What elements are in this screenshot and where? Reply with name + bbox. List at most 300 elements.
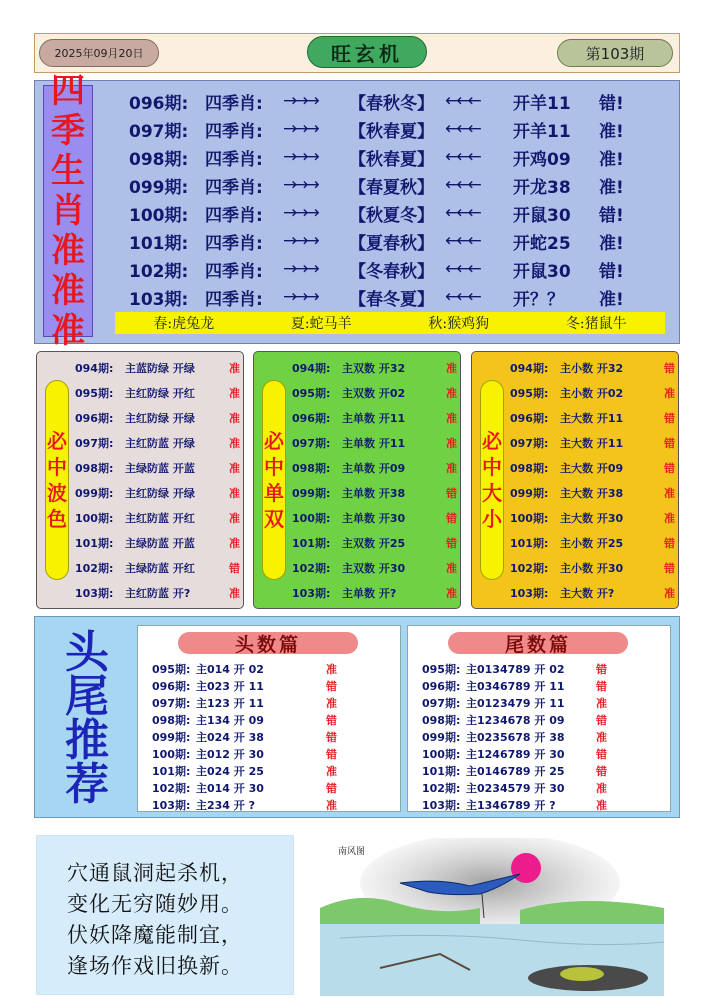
- number-row: [422, 728, 620, 745]
- issue-number: 096期:: [510, 412, 549, 425]
- poem-box: [36, 835, 294, 995]
- arrow-left-icon: ←←←: [445, 91, 479, 111]
- prediction-text: 主红防蓝 开绿: [125, 437, 195, 450]
- verdict-mark: 准: [229, 462, 240, 475]
- verdict-mark: 准: [664, 512, 675, 525]
- verdict-mark: 准: [446, 587, 457, 600]
- prediction-text: 主绿防蓝 开红: [125, 562, 195, 575]
- prediction-text: 主红防绿 开绿: [125, 412, 195, 425]
- scene-caption: 南风图: [338, 847, 366, 857]
- prediction-text: 主单数 开30: [342, 512, 406, 525]
- draw-result: 开鼠30: [513, 205, 571, 226]
- number-row: [152, 728, 350, 745]
- poem-line: 逢场作戏旧换新。: [67, 954, 243, 978]
- prediction-row: [75, 381, 249, 405]
- issue-number: 096期:: [75, 412, 114, 425]
- verdict-mark: 准: [326, 696, 337, 710]
- season-label-char: 肖: [51, 191, 85, 231]
- verdict-mark: 准: [664, 487, 675, 500]
- verdict-mark: 错: [664, 437, 675, 450]
- issue-number: 097期:: [292, 437, 331, 450]
- season-label-char: 准: [51, 311, 85, 351]
- prediction-text: 主双数 开32: [342, 362, 406, 375]
- season-row: [129, 283, 629, 311]
- issue-number: 101期:: [292, 537, 331, 550]
- draw-result: 开龙38: [513, 177, 571, 198]
- poem-line: 伏妖降魔能制宜，: [67, 923, 243, 947]
- arrow-left-icon: ←←←: [445, 175, 479, 195]
- verdict-mark: 错!: [599, 205, 624, 226]
- prediction-text: 主大数 开09: [560, 462, 624, 475]
- verdict-mark: 准: [326, 662, 337, 676]
- prediction-row: [292, 356, 466, 380]
- season-pick: 【秋夏冬】: [349, 205, 434, 226]
- arrow-right-icon: →→→: [283, 175, 317, 195]
- verdict-mark: 错: [446, 512, 457, 525]
- number-row: [152, 762, 350, 779]
- number-row: [422, 779, 620, 796]
- number-row: [422, 694, 620, 711]
- big-small-panel: [471, 351, 679, 609]
- label-char: 荐: [65, 759, 109, 810]
- label-char: 中: [47, 455, 67, 479]
- row-label: 四季肖:: [205, 121, 263, 142]
- arrow-left-icon: ←←←: [445, 259, 479, 279]
- prediction-text: 主024 开 25: [196, 764, 264, 778]
- season-pick: 【秋春夏】: [349, 121, 434, 142]
- odd-even-label: [262, 380, 286, 580]
- issue-number: 097期:: [152, 696, 191, 710]
- season-legend: [115, 312, 665, 334]
- issue-number: 102期:: [510, 562, 549, 575]
- arrow-right-icon: →→→: [283, 91, 317, 111]
- issue-number: 099期:: [75, 487, 114, 500]
- prediction-row: [292, 556, 466, 580]
- verdict-mark: 准: [596, 730, 607, 744]
- prediction-text: 主小数 开30: [560, 562, 624, 575]
- season-zodiac-section: [34, 71, 680, 351]
- issue-number: 097期:: [422, 696, 461, 710]
- verdict-mark: 准: [446, 462, 457, 475]
- prediction-row: [292, 581, 466, 605]
- label-char: 单: [264, 481, 284, 505]
- prediction-text: 主单数 开?: [342, 587, 397, 600]
- tail-number-box: [407, 625, 671, 812]
- number-row: [422, 745, 620, 762]
- sun-icon: [511, 853, 541, 883]
- verdict-mark: 准: [229, 587, 240, 600]
- draw-result: 开羊11: [513, 121, 571, 142]
- verdict-mark: 准: [446, 562, 457, 575]
- prediction-row: [292, 406, 466, 430]
- prediction-text: 主大数 开38: [560, 487, 624, 500]
- verdict-mark: 错: [664, 537, 675, 550]
- arrow-left-icon: ←←←: [445, 147, 479, 167]
- issue-number: 099期:: [152, 730, 191, 744]
- arrow-left-icon: ←←←: [445, 287, 479, 307]
- big-small-label: [480, 380, 504, 580]
- verdict-mark: 错: [326, 679, 337, 693]
- prediction-text: 主红防绿 开绿: [125, 487, 195, 500]
- issue-number: 103期:: [510, 587, 549, 600]
- issue-number: 098期:: [292, 462, 331, 475]
- arrow-left-icon: ←←←: [445, 119, 479, 139]
- number-row: [422, 660, 620, 677]
- row-label: 四季肖:: [205, 205, 263, 226]
- issue-number: 101期:: [129, 233, 189, 254]
- verdict-mark: 准!: [599, 121, 624, 142]
- verdict-mark: 准: [326, 798, 337, 812]
- issue-badge: 第103期: [557, 39, 673, 67]
- prediction-text: 主红防绿 开红: [125, 387, 195, 400]
- prediction-text: 主大数 开30: [560, 512, 624, 525]
- issue-number: 101期:: [75, 537, 114, 550]
- row-label: 四季肖:: [205, 93, 263, 114]
- prediction-row: [75, 506, 249, 530]
- prediction-row: [510, 531, 684, 555]
- prediction-row: [75, 431, 249, 455]
- prediction-row: [510, 431, 684, 455]
- verdict-mark: 错: [596, 662, 607, 676]
- legend-summer: 夏:蛇马羊: [290, 316, 352, 332]
- prediction-row: [292, 506, 466, 530]
- season-row: [129, 143, 629, 171]
- prediction-text: 主单数 开11: [342, 437, 406, 450]
- issue-number: 098期:: [510, 462, 549, 475]
- issue-number: 100期:: [129, 205, 189, 226]
- prediction-text: 主小数 开02: [560, 387, 624, 400]
- season-pick: 【秋春夏】: [349, 149, 434, 170]
- issue-number: 094期:: [75, 362, 114, 375]
- prediction-text: 主024 开 38: [196, 730, 264, 744]
- prediction-text: 主双数 开02: [342, 387, 406, 400]
- label-char: 中: [482, 455, 502, 479]
- prediction-text: 主单数 开38: [342, 487, 406, 500]
- prediction-text: 主1246789 开 30: [466, 747, 565, 761]
- arrow-left-icon: ←←←: [445, 203, 479, 223]
- prediction-text: 主双数 开30: [342, 562, 406, 575]
- issue-number: 099期:: [510, 487, 549, 500]
- label-char: 波: [47, 481, 67, 505]
- turtle-icon: [560, 967, 604, 981]
- prediction-text: 主0235678 开 38: [466, 730, 565, 744]
- season-pick: 【冬春秋】: [349, 261, 434, 282]
- verdict-mark: 准: [664, 387, 675, 400]
- prediction-text: 主023 开 11: [196, 679, 264, 693]
- verdict-mark: 准: [446, 387, 457, 400]
- poem-line: 变化无穷随妙用。: [67, 892, 243, 916]
- issue-number: 094期:: [510, 362, 549, 375]
- season-row: [129, 87, 629, 115]
- issue-number: 098期:: [129, 149, 189, 170]
- header-bar: [34, 33, 680, 73]
- prediction-row: [292, 381, 466, 405]
- issue-number: 100期:: [75, 512, 114, 525]
- prediction-row: [75, 481, 249, 505]
- prediction-text: 主1346789 开 ?: [466, 798, 556, 812]
- tail-number-title: 尾数篇: [448, 632, 628, 654]
- prediction-row: [510, 481, 684, 505]
- issue-number: 096期:: [152, 679, 191, 693]
- season-row: [129, 255, 629, 283]
- date-badge: 2025年09月20日: [39, 39, 159, 67]
- season-row: [129, 227, 629, 255]
- prediction-text: 主双数 开25: [342, 537, 406, 550]
- prediction-text: 主0134789 开 02: [466, 662, 565, 676]
- issue-number: 097期:: [129, 121, 189, 142]
- label-char: 中: [264, 455, 284, 479]
- verdict-mark: 错: [664, 462, 675, 475]
- page-title: 旺玄机: [307, 36, 427, 68]
- verdict-mark: 准: [229, 487, 240, 500]
- issue-number: 095期:: [292, 387, 331, 400]
- draw-result: 开？？: [513, 289, 564, 310]
- prediction-row: [292, 531, 466, 555]
- issue-number: 097期:: [75, 437, 114, 450]
- verdict-mark: 错: [596, 679, 607, 693]
- prediction-text: 主0123479 开 11: [466, 696, 565, 710]
- issue-number: 102期:: [152, 781, 191, 795]
- prediction-text: 主绿防蓝 开蓝: [125, 462, 195, 475]
- verdict-mark: 错: [326, 730, 337, 744]
- verdict-mark: 准: [446, 362, 457, 375]
- prediction-row: [75, 456, 249, 480]
- legend-autumn: 秋:猴鸡狗: [428, 316, 490, 332]
- verdict-mark: 准: [229, 437, 240, 450]
- legend-winter: 冬:猪鼠牛: [565, 316, 627, 332]
- issue-number: 098期:: [152, 713, 191, 727]
- verdict-mark: 错: [596, 747, 607, 761]
- issue-number: 102期:: [422, 781, 461, 795]
- prediction-text: 主123 开 11: [196, 696, 264, 710]
- season-row: [129, 171, 629, 199]
- verdict-mark: 准!: [599, 233, 624, 254]
- issue-number: 102期:: [129, 261, 189, 282]
- prediction-row: [510, 356, 684, 380]
- arrow-right-icon: →→→: [283, 287, 317, 307]
- verdict-mark: 准: [596, 696, 607, 710]
- draw-result: 开鼠30: [513, 261, 571, 282]
- issue-number: 098期:: [422, 713, 461, 727]
- number-row: [152, 677, 350, 694]
- verdict-mark: 准: [229, 412, 240, 425]
- draw-result: 开蛇25: [513, 233, 571, 254]
- verdict-mark: 准: [229, 362, 240, 375]
- number-row: [422, 711, 620, 728]
- season-section-label: [43, 71, 93, 351]
- issue-number: 103期:: [152, 798, 191, 812]
- season-pick: 【春秋冬】: [349, 93, 434, 114]
- issue-number: 099期:: [129, 177, 189, 198]
- issue-number: 099期:: [422, 730, 461, 744]
- issue-number: 102期:: [292, 562, 331, 575]
- issue-number: 095期:: [75, 387, 114, 400]
- verdict-mark: 错: [596, 764, 607, 778]
- prediction-row: [292, 481, 466, 505]
- prediction-row: [510, 581, 684, 605]
- arrow-right-icon: →→→: [283, 231, 317, 251]
- prediction-text: 主134 开 09: [196, 713, 264, 727]
- prediction-text: 主234 开 ?: [196, 798, 256, 812]
- verdict-mark: 错!: [599, 93, 624, 114]
- row-label: 四季肖:: [205, 177, 263, 198]
- label-char: 必: [264, 429, 284, 453]
- prediction-text: 主蓝防绿 开绿: [125, 362, 195, 375]
- verdict-mark: 错: [326, 781, 337, 795]
- verdict-mark: 错: [664, 562, 675, 575]
- prediction-text: 主012 开 30: [196, 747, 264, 761]
- verdict-mark: 准: [229, 512, 240, 525]
- issue-number: 102期:: [75, 562, 114, 575]
- prediction-row: [75, 531, 249, 555]
- wave-color-label: [45, 380, 69, 580]
- label-char: 推: [65, 715, 109, 766]
- verdict-mark: 准: [446, 437, 457, 450]
- prediction-row: [292, 431, 466, 455]
- issue-number: 096期:: [422, 679, 461, 693]
- issue-number: 100期:: [292, 512, 331, 525]
- prediction-text: 主大数 开?: [560, 587, 615, 600]
- prediction-row: [510, 456, 684, 480]
- season-label-char: 四: [51, 71, 85, 111]
- number-row: [152, 711, 350, 728]
- issue-number: 096期:: [129, 93, 189, 114]
- issue-number: 098期:: [75, 462, 114, 475]
- head-number-title: 头数篇: [178, 632, 358, 654]
- verdict-mark: 错: [596, 713, 607, 727]
- head-tail-label: [45, 629, 129, 809]
- verdict-mark: 错: [664, 362, 675, 375]
- arrow-left-icon: ←←←: [445, 231, 479, 251]
- number-row: [422, 796, 620, 813]
- verdict-mark: 错: [446, 487, 457, 500]
- legend-spring: 春:虎兔龙: [153, 316, 215, 332]
- number-row: [152, 779, 350, 796]
- issue-number: 100期:: [152, 747, 191, 761]
- arrow-right-icon: →→→: [283, 147, 317, 167]
- verdict-mark: 准: [326, 764, 337, 778]
- bird-scene-illustration: [320, 838, 664, 996]
- issue-number: 101期:: [510, 537, 549, 550]
- arrow-right-icon: →→→: [283, 259, 317, 279]
- prediction-text: 主大数 开11: [560, 437, 624, 450]
- number-row: [152, 745, 350, 762]
- season-label-char: 生: [51, 151, 85, 191]
- prediction-text: 主014 开 02: [196, 662, 264, 676]
- odd-even-panel: [253, 351, 461, 609]
- verdict-mark: 准: [664, 587, 675, 600]
- verdict-mark: 错!: [599, 261, 624, 282]
- arrow-right-icon: →→→: [283, 119, 317, 139]
- prediction-row: [75, 581, 249, 605]
- prediction-row: [510, 556, 684, 580]
- prediction-row: [510, 406, 684, 430]
- verdict-mark: 准: [596, 798, 607, 812]
- draw-result: 开鸡09: [513, 149, 571, 170]
- label-char: 小: [482, 507, 502, 531]
- poem-line: 穴通鼠洞起杀机，: [67, 861, 243, 885]
- row-label: 四季肖:: [205, 289, 263, 310]
- prediction-row: [75, 556, 249, 580]
- prediction-text: 主小数 开32: [560, 362, 624, 375]
- prediction-text: 主红防蓝 开?: [125, 587, 191, 600]
- label-char: 头: [65, 627, 109, 678]
- label-char: 必: [482, 429, 502, 453]
- prediction-row: [292, 456, 466, 480]
- prediction-text: 主绿防蓝 开蓝: [125, 537, 195, 550]
- season-pick: 【夏春秋】: [349, 233, 434, 254]
- row-label: 四季肖:: [205, 233, 263, 254]
- issue-number: 101期:: [422, 764, 461, 778]
- draw-result: 开羊11: [513, 93, 571, 114]
- issue-number: 103期:: [129, 289, 189, 310]
- scene-drawing: [320, 838, 664, 996]
- number-row: [152, 694, 350, 711]
- verdict-mark: 准!: [599, 149, 624, 170]
- issue-number: 101期:: [152, 764, 191, 778]
- prediction-text: 主大数 开11: [560, 412, 624, 425]
- row-label: 四季肖:: [205, 149, 263, 170]
- prediction-row: [510, 381, 684, 405]
- label-char: 双: [264, 507, 284, 531]
- issue-number: 097期:: [510, 437, 549, 450]
- season-label-char: 季: [51, 111, 85, 151]
- issue-number: 100期:: [422, 747, 461, 761]
- number-row: [422, 677, 620, 694]
- issue-number: 103期:: [422, 798, 461, 812]
- number-row: [152, 796, 350, 813]
- prediction-text: 主014 开 30: [196, 781, 264, 795]
- issue-number: 103期:: [292, 587, 331, 600]
- season-pick: 【春夏秋】: [349, 177, 434, 198]
- head-tail-section: [34, 616, 680, 818]
- prediction-text: 主小数 开25: [560, 537, 624, 550]
- issue-number: 096期:: [292, 412, 331, 425]
- season-pick: 【春冬夏】: [349, 289, 434, 310]
- label-char: 必: [47, 429, 67, 453]
- head-number-box: [137, 625, 401, 812]
- number-row: [152, 660, 350, 677]
- issue-number: 094期:: [292, 362, 331, 375]
- verdict-mark: 准: [596, 781, 607, 795]
- season-label-char: 准: [51, 271, 85, 311]
- prediction-text: 主单数 开11: [342, 412, 406, 425]
- issue-number: 103期:: [75, 587, 114, 600]
- wave-color-panel: [36, 351, 244, 609]
- label-char: 尾: [65, 671, 109, 722]
- row-label: 四季肖:: [205, 261, 263, 282]
- verdict-mark: 错: [664, 412, 675, 425]
- prediction-row: [510, 506, 684, 530]
- issue-number: 095期:: [510, 387, 549, 400]
- number-row: [422, 762, 620, 779]
- issue-number: 095期:: [422, 662, 461, 676]
- season-label-char: 准: [51, 231, 85, 271]
- issue-number: 095期:: [152, 662, 191, 676]
- verdict-mark: 准: [229, 387, 240, 400]
- label-char: 大: [482, 481, 502, 505]
- issue-number: 099期:: [292, 487, 331, 500]
- verdict-mark: 错: [229, 562, 240, 575]
- prediction-text: 主0234579 开 30: [466, 781, 565, 795]
- season-row: [129, 199, 629, 227]
- prediction-text: 主单数 开09: [342, 462, 406, 475]
- verdict-mark: 错: [446, 537, 457, 550]
- prediction-text: 主0346789 开 11: [466, 679, 565, 693]
- verdict-mark: 准!: [599, 177, 624, 198]
- prediction-text: 主0146789 开 25: [466, 764, 565, 778]
- verdict-mark: 错: [326, 747, 337, 761]
